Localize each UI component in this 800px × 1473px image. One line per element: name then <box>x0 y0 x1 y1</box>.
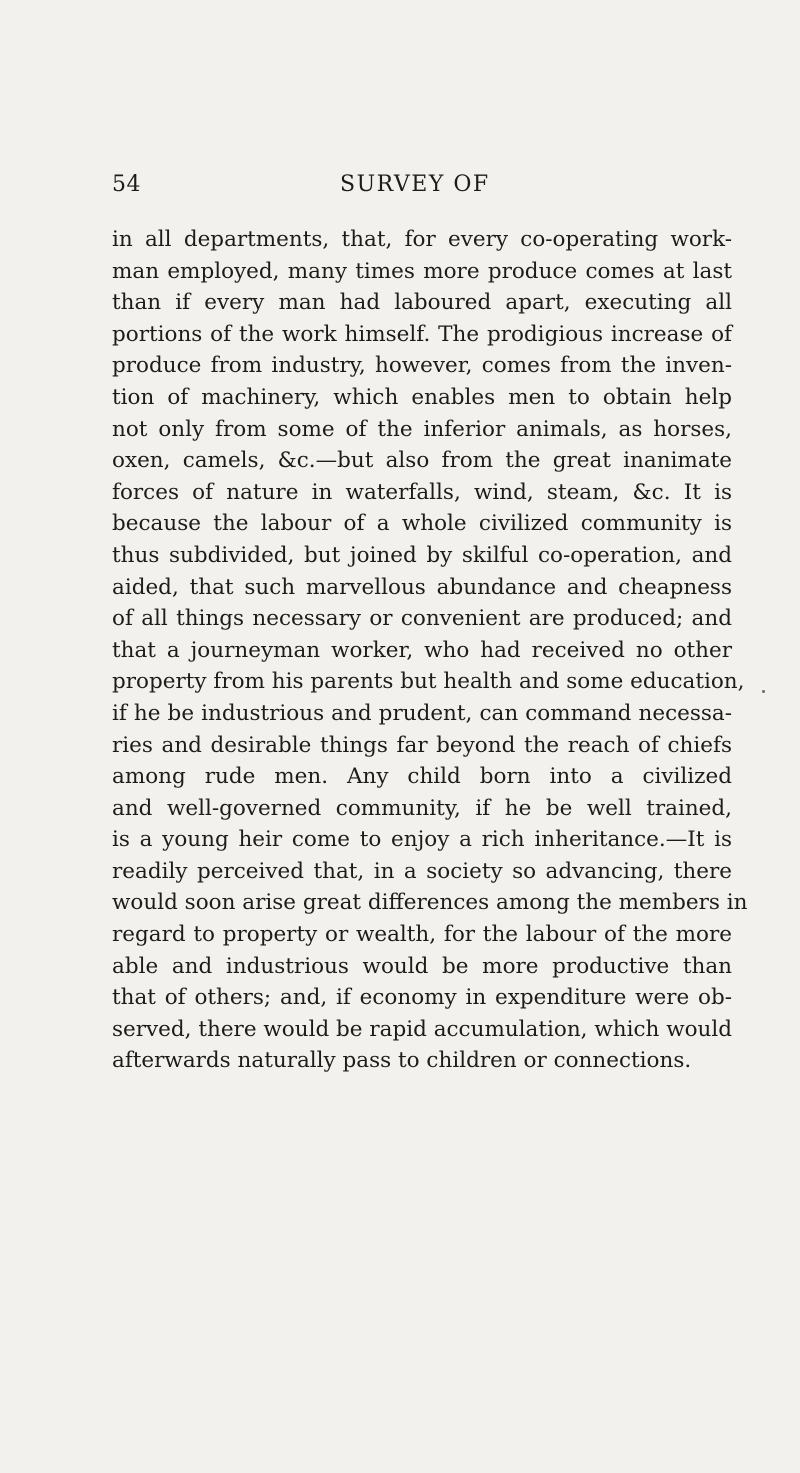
text-line: served, there would be rapid accumulation, which would <box>112 1016 733 1042</box>
text-line: and well-governed community, if he be well trained, <box>112 795 732 821</box>
text-line: produce from industry, however, comes from the inven- <box>112 353 732 379</box>
text-line: of all things necessary or convenient are produced; and <box>112 606 732 632</box>
ink-speck <box>762 690 765 693</box>
page-number: 54 <box>112 172 141 197</box>
text-line: among rude men. Any child born into a civilized <box>112 764 732 790</box>
text-line: forces of nature in waterfalls, wind, steam, &c. It is <box>112 479 732 505</box>
text-line: is a young heir come to enjoy a rich inheritance.—It is <box>112 827 732 853</box>
text-line: afterwards naturally pass to children or connections. <box>112 1048 692 1074</box>
text-line: that of others; and, if economy in expenditure were ob- <box>112 985 732 1011</box>
body-paragraph <box>112 224 748 1077</box>
text-line: not only from some of the inferior animals, as horses, <box>112 416 732 442</box>
text-line: tion of machinery, which enables men to obtain help <box>112 384 732 410</box>
text-line: in all departments, that, for every co-operating work- <box>112 227 732 252</box>
text-line: property from his parents but health and some education, <box>112 669 745 695</box>
text-line: because the labour of a whole civilized community is <box>112 511 732 537</box>
text-line: portions of the work himself. The prodigious increase of <box>112 321 732 347</box>
text-line: man employed, many times more produce comes at last <box>112 258 732 284</box>
running-title: SURVEY OF <box>340 172 490 197</box>
text-line: would soon arise great differences among the members in <box>112 890 748 916</box>
text-line: readily perceived that, in a society so advancing, there <box>112 858 732 884</box>
text-line: thus subdivided, but joined by skilful co-operation, and <box>112 542 732 568</box>
running-head <box>112 172 732 202</box>
text-line: ries and desirable things far beyond the reach of chiefs <box>112 732 732 758</box>
text-line: regard to property or wealth, for the labour of the more <box>112 922 732 948</box>
text-line: able and industrious would be more productive than <box>112 953 732 979</box>
text-line: that a journeyman worker, who had received no other <box>112 637 732 663</box>
text-line: oxen, camels, &c.—but also from the great inanimate <box>112 448 732 474</box>
text-line: than if every man had laboured apart, executing all <box>112 290 732 316</box>
text-line: if he be industrious and prudent, can command necessa- <box>112 700 732 726</box>
text-line: aided, that such marvellous abundance and cheapness <box>112 574 732 600</box>
